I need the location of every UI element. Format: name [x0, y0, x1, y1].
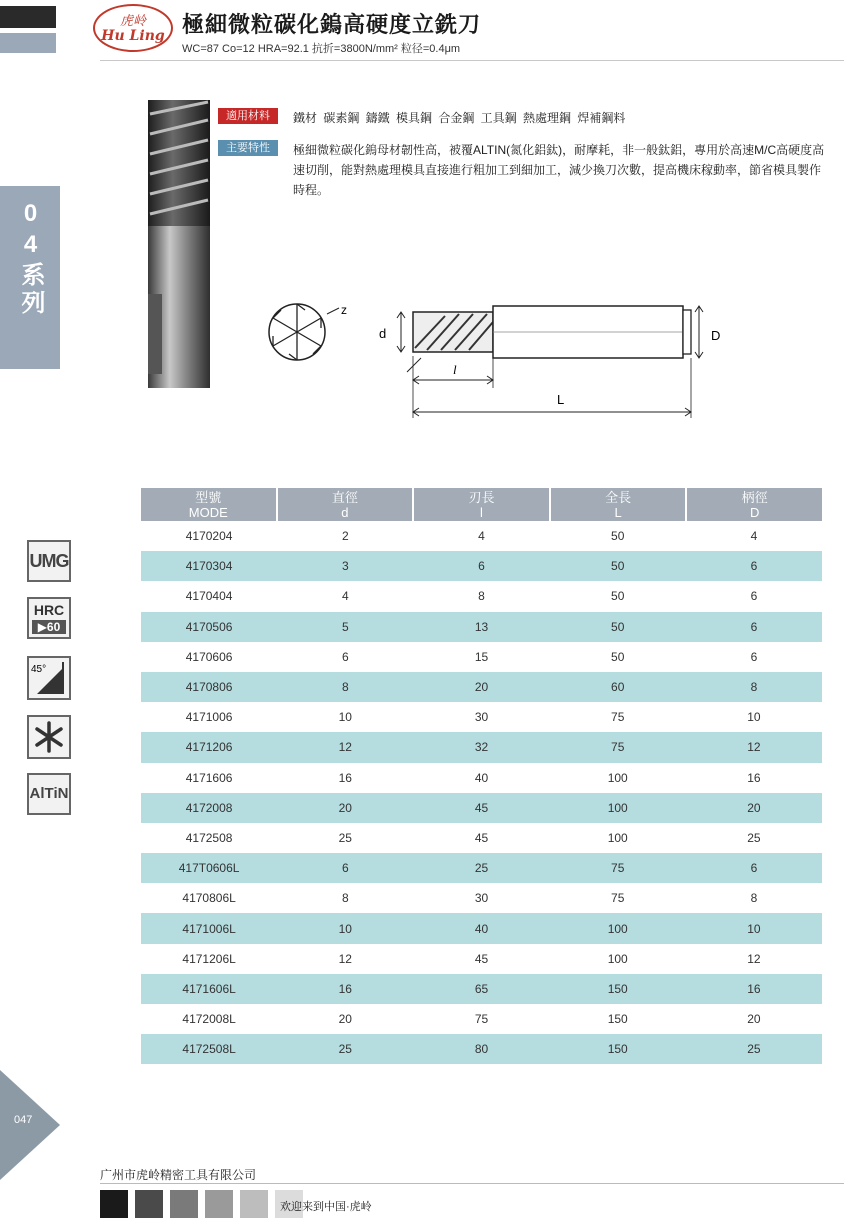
cell-overall-length: 100	[607, 921, 628, 936]
cell-model: 4171206L	[182, 951, 236, 966]
cell-diameter: 25	[338, 1042, 352, 1057]
cell-model: 4171006L	[182, 921, 236, 936]
table-row	[141, 823, 822, 853]
table-header	[141, 488, 822, 521]
table-row	[141, 581, 822, 611]
cell-flute-length: 6	[478, 559, 485, 574]
label-D-shank: D	[711, 328, 721, 343]
table-row	[141, 672, 822, 702]
cell-overall-length: 150	[607, 981, 628, 996]
cell-shank-diameter: 4	[750, 529, 758, 544]
cell-diameter: 3	[341, 559, 349, 574]
table-row	[141, 763, 822, 793]
cell-flute-length: 13	[474, 619, 489, 634]
helix-angle-icon	[27, 656, 71, 700]
cell-diameter: 20	[338, 1012, 352, 1027]
cell-model: 4172508L	[182, 1042, 236, 1057]
logo-english: Hu Ling	[101, 28, 165, 44]
color-swatch	[135, 1190, 163, 1218]
label-l: l	[453, 362, 457, 377]
cell-flute-length: 45	[474, 830, 489, 845]
cell-diameter: 8	[341, 891, 349, 906]
cell-model: 4171606L	[182, 981, 236, 996]
cell-diameter: 6	[341, 649, 349, 664]
table-row	[141, 732, 822, 762]
spec-table	[141, 488, 822, 1064]
table-row	[141, 1034, 822, 1064]
cell-shank-diameter: 20	[747, 1012, 761, 1027]
cell-shank-diameter: 10	[747, 710, 761, 725]
cell-model: 4172008	[185, 800, 233, 815]
header-diameter: 直徑 d	[278, 488, 413, 521]
cell-shank-diameter: 25	[747, 830, 761, 845]
cell-model: 4170806	[185, 680, 233, 695]
cell-model: 4170806L	[182, 891, 236, 906]
company-name: 广州市虎岭精密工具有限公司	[100, 1168, 257, 1182]
cell-diameter: 6	[341, 861, 349, 876]
cell-flute-length: 30	[474, 710, 489, 725]
cell-model: 4170404	[185, 589, 233, 604]
cell-overall-length: 50	[611, 529, 625, 544]
cell-shank-diameter: 16	[747, 770, 761, 785]
table-row	[141, 793, 822, 823]
cell-flute-length: 75	[474, 1012, 489, 1027]
material-spec: WC=87 Co=12 HRA=92.1 抗折=3800N/mm² 粒径=0.4μm	[182, 43, 461, 55]
cell-shank-diameter: 6	[750, 559, 758, 574]
cell-overall-length: 100	[607, 770, 628, 785]
cell-flute-length: 25	[474, 861, 489, 876]
cell-model: 4170304	[185, 559, 233, 574]
hrc-icon: HRC ▶60	[27, 597, 71, 639]
cell-flute-length: 4	[478, 529, 485, 544]
cell-model: 4171606	[185, 770, 233, 785]
page-number: 047	[14, 1114, 33, 1126]
cell-diameter: 25	[338, 830, 352, 845]
cell-overall-length: 75	[611, 740, 625, 755]
cell-flute-length: 30	[474, 891, 489, 906]
cell-diameter: 12	[338, 951, 352, 966]
cell-shank-diameter: 8	[750, 891, 758, 906]
cell-diameter: 10	[338, 710, 352, 725]
series-label: 04系列	[17, 200, 44, 318]
cell-shank-diameter: 20	[747, 800, 761, 815]
header-model: 型號 MODE	[141, 488, 276, 521]
table-row	[141, 913, 822, 943]
table-body	[141, 521, 822, 1064]
header-divider	[100, 60, 844, 61]
cell-overall-length: 75	[611, 891, 625, 906]
cell-overall-length: 150	[607, 1012, 628, 1027]
label-z: z	[341, 303, 347, 317]
cell-shank-diameter: 10	[747, 921, 761, 936]
cell-overall-length: 100	[607, 830, 628, 845]
cell-flute-length: 40	[474, 921, 489, 936]
table-row	[141, 974, 822, 1004]
features-text: 極細微粒碳化鎢母材韌性高，被覆ALTIN(氮化鋁鈦)，耐摩耗，非一般鈦鋁，專用於高速M/C高硬度高速切削，能對熱處理模具直接進行粗加工到細加工，減少換刀次數，提高機床稼動率，節省模具製作時程。	[293, 143, 825, 197]
cell-diameter: 10	[338, 921, 352, 936]
table-row	[141, 612, 822, 642]
label-d: d	[379, 326, 387, 341]
table-row	[141, 853, 822, 883]
cell-model: 417T0606L	[178, 861, 240, 876]
table-row	[141, 642, 822, 672]
label-L: L	[557, 392, 565, 407]
footer-divider	[100, 1183, 844, 1184]
top-dark-bar	[0, 6, 56, 28]
cell-model: 4172508	[185, 830, 233, 845]
cell-shank-diameter: 6	[750, 649, 758, 664]
table-row	[141, 521, 822, 551]
header-overall-length: 全長 L	[551, 488, 686, 521]
page-title: 極細微粒碳化鎢高硬度立銑刀	[182, 12, 482, 37]
table-row	[141, 883, 822, 913]
table-row	[141, 1004, 822, 1034]
table-row	[141, 702, 822, 732]
table-row	[141, 944, 822, 974]
cell-overall-length: 75	[611, 710, 625, 725]
materials-tag: 適用材料	[218, 108, 278, 124]
color-swatch	[205, 1190, 233, 1218]
umg-icon: UMG	[27, 540, 71, 582]
cell-model: 4171006	[185, 710, 233, 725]
cell-diameter: 8	[341, 680, 349, 695]
cell-overall-length: 75	[611, 861, 625, 876]
cell-diameter: 16	[338, 770, 352, 785]
cell-shank-diameter: 12	[747, 740, 761, 755]
cell-shank-diameter: 25	[747, 1042, 761, 1057]
cell-shank-diameter: 12	[747, 951, 761, 966]
cell-diameter: 2	[341, 529, 349, 544]
cell-overall-length: 50	[611, 649, 625, 664]
cell-flute-length: 45	[474, 951, 489, 966]
cell-flute-length: 65	[474, 981, 489, 996]
cell-model: 4170204	[185, 529, 233, 544]
color-swatch	[240, 1190, 268, 1218]
cell-shank-diameter: 8	[750, 680, 758, 695]
cell-shank-diameter: 6	[750, 619, 758, 634]
cell-overall-length: 60	[611, 680, 625, 695]
top-light-bar	[0, 33, 56, 53]
cell-diameter: 16	[338, 981, 352, 996]
end-mill-photo	[142, 94, 220, 394]
cell-flute-length: 40	[474, 770, 489, 785]
features-tag: 主要特性	[218, 140, 278, 156]
header-shank-diameter: 柄徑 D	[687, 488, 822, 521]
logo-chinese: 虎岭	[119, 14, 146, 29]
cell-overall-length: 50	[611, 559, 625, 574]
cell-overall-length: 50	[611, 619, 625, 634]
cell-flute-length: 80	[474, 1042, 489, 1057]
svg-text:45°: 45°	[31, 664, 47, 675]
cell-model: 4170506	[185, 619, 233, 634]
cell-flute-length: 32	[474, 740, 489, 755]
cell-diameter: 12	[338, 740, 352, 755]
cell-diameter: 4	[341, 589, 349, 604]
flute-count-icon	[27, 715, 71, 759]
cell-diameter: 5	[341, 619, 349, 634]
color-swatch	[170, 1190, 198, 1218]
cell-model: 4171206	[185, 740, 233, 755]
cell-overall-length: 50	[611, 589, 625, 604]
cell-diameter: 20	[338, 800, 352, 815]
technical-drawing	[255, 292, 735, 432]
table-row	[141, 551, 822, 581]
cell-model: 4170606	[185, 649, 233, 664]
header-flute-length: 刃長 l	[414, 488, 549, 521]
brand-logo	[93, 4, 173, 52]
cell-overall-length: 100	[607, 800, 628, 815]
cell-shank-diameter: 6	[750, 861, 758, 876]
cell-flute-length: 45	[474, 800, 489, 815]
cell-flute-length: 8	[478, 589, 485, 604]
cell-flute-length: 15	[474, 649, 489, 664]
cell-shank-diameter: 16	[747, 981, 761, 996]
color-swatch	[100, 1190, 128, 1218]
cell-flute-length: 20	[474, 680, 489, 695]
cell-shank-diameter: 6	[750, 589, 758, 604]
altin-coating-icon: AlTiN	[27, 773, 71, 815]
welcome-text: 欢迎来到中国·虎岭	[280, 1201, 372, 1213]
cell-model: 4172008L	[182, 1012, 236, 1027]
materials-text: 鐵材 碳素鋼 鑄鐵 模具鋼 合金鋼 工具鋼 熱處理鋼 焊補鋼料	[293, 111, 626, 125]
cell-overall-length: 100	[607, 951, 628, 966]
cell-overall-length: 150	[607, 1042, 628, 1057]
